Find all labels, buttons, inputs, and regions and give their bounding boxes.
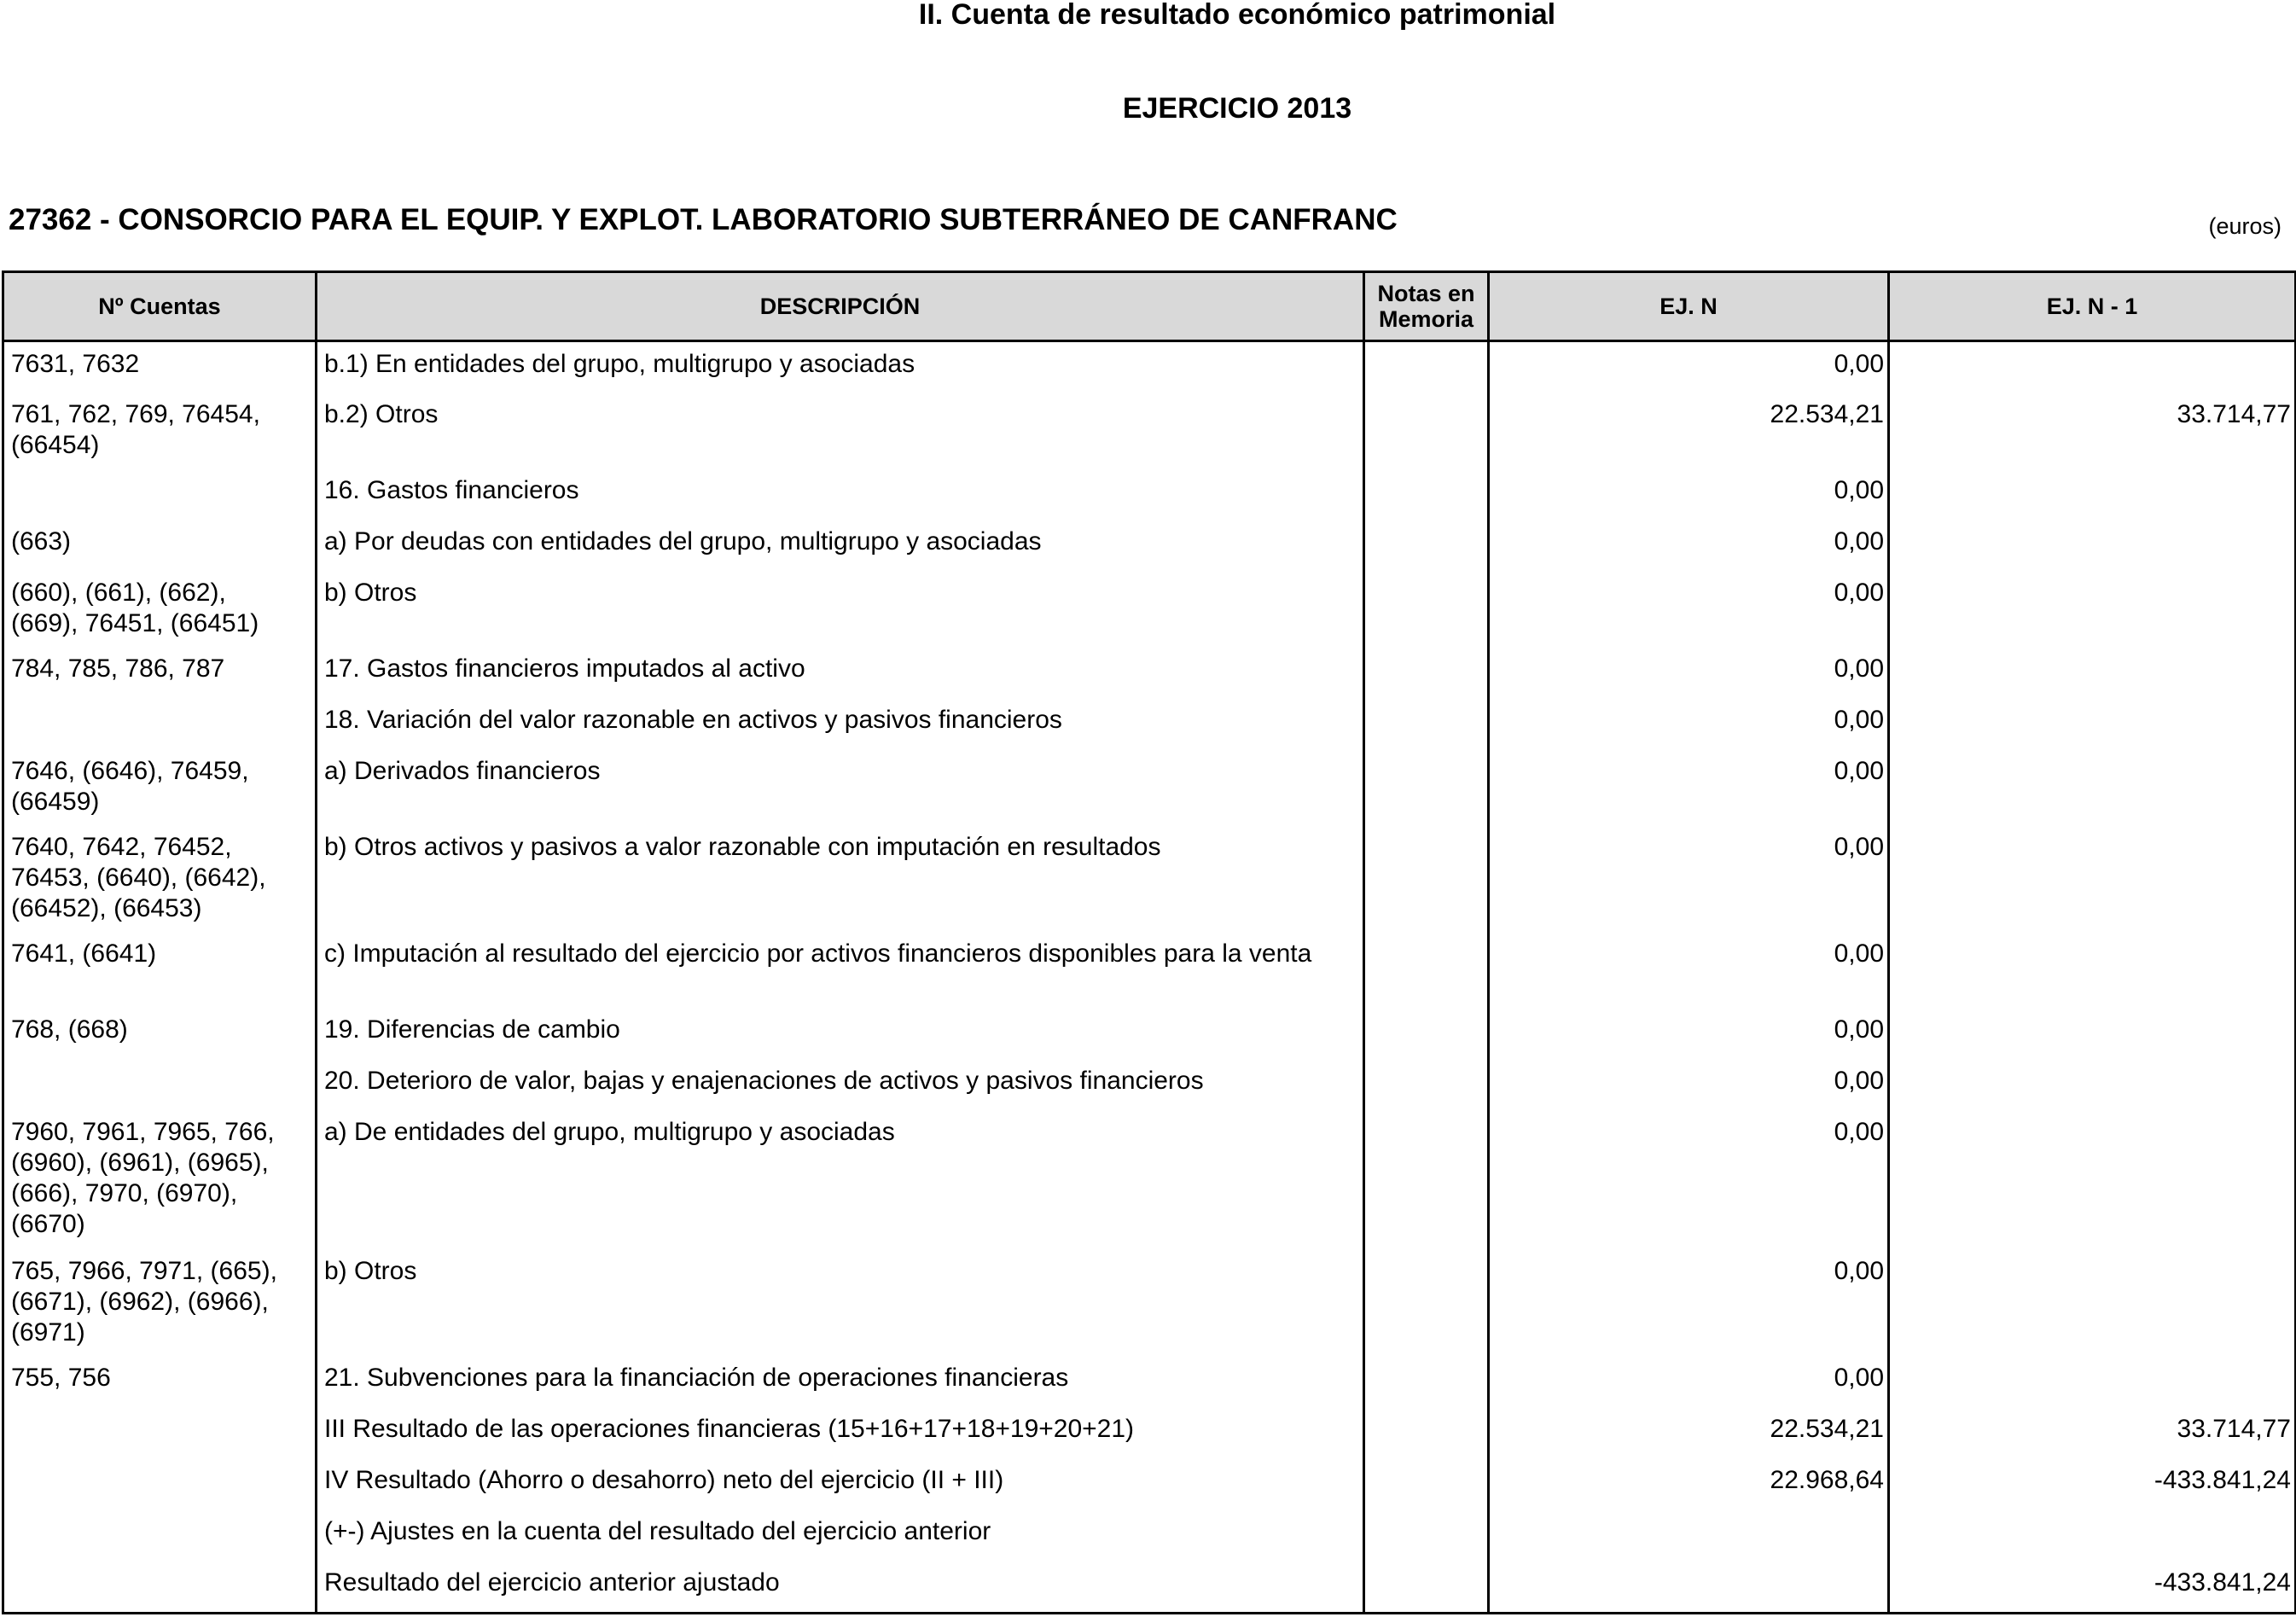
page-title: II. Cuenta de resultado económico patrimonial [918, 0, 1556, 31]
row-notes [1364, 393, 1489, 468]
row-notes [1364, 825, 1489, 932]
row-current-value: 0,00 [1489, 647, 1889, 698]
table-row [3, 1509, 2296, 1561]
table-row [3, 932, 2296, 1008]
row-current-value: 22.534,21 [1489, 1407, 1889, 1458]
row-current-value: 0,00 [1489, 825, 1889, 932]
row-description: b) Otros [317, 1249, 1364, 1356]
row-notes [1364, 1407, 1489, 1458]
row-accounts: (663) [3, 520, 317, 571]
row-notes [1364, 1059, 1489, 1110]
row-previous-value [1889, 341, 2296, 393]
table-row [3, 1059, 2296, 1110]
row-accounts: 768, (668) [3, 1008, 317, 1059]
row-notes [1364, 932, 1489, 1008]
row-previous-value: 33.714,77 [1889, 1407, 2296, 1458]
row-previous-value [1889, 647, 2296, 698]
row-current-value: 0,00 [1489, 1249, 1889, 1356]
row-previous-value: -433.841,24 [1889, 1458, 2296, 1509]
table-row [3, 1407, 2296, 1458]
row-accounts [3, 468, 317, 520]
column-header-description: DESCRIPCIÓN [317, 272, 1364, 341]
row-current-value [1489, 1561, 1889, 1614]
row-current-value: 22.968,64 [1489, 1458, 1889, 1509]
row-previous-value [1889, 1008, 2296, 1059]
table-row [3, 1110, 2296, 1249]
row-current-value: 0,00 [1489, 520, 1889, 571]
row-description: b.1) En entidades del grupo, multigrupo y asociadas [317, 341, 1364, 393]
row-current-value: 0,00 [1489, 1059, 1889, 1110]
row-notes [1364, 1356, 1489, 1407]
row-previous-value [1889, 1110, 2296, 1249]
row-current-value: 0,00 [1489, 1356, 1889, 1407]
table-body [3, 341, 2296, 1614]
table-row [3, 825, 2296, 932]
row-current-value: 0,00 [1489, 698, 1889, 749]
table-row [3, 520, 2296, 571]
table-row [3, 468, 2296, 520]
row-accounts: (660), (661), (662), (669), 76451, (66451) [3, 571, 317, 647]
row-description: (+-) Ajustes en la cuenta del resultado del ejercicio anterior [317, 1509, 1364, 1561]
row-previous-value [1889, 1059, 2296, 1110]
row-notes [1364, 647, 1489, 698]
row-current-value [1489, 1509, 1889, 1561]
table-row [3, 341, 2296, 393]
row-accounts [3, 1561, 317, 1614]
row-description: a) De entidades del grupo, multigrupo y asociadas [317, 1110, 1364, 1249]
row-previous-value: -433.841,24 [1889, 1561, 2296, 1614]
currency-note: (euros) [2208, 213, 2281, 239]
row-notes [1364, 698, 1489, 749]
row-previous-value [1889, 520, 2296, 571]
row-previous-value [1889, 468, 2296, 520]
row-accounts [3, 1407, 317, 1458]
row-description: 20. Deterioro de valor, bajas y enajenaciones de activos y pasivos financieros [317, 1059, 1364, 1110]
row-current-value: 0,00 [1489, 1008, 1889, 1059]
exercise-title: EJERCICIO 2013 [1122, 92, 1352, 125]
row-current-value: 0,00 [1489, 571, 1889, 647]
row-description: b.2) Otros [317, 393, 1364, 468]
row-notes [1364, 1458, 1489, 1509]
row-previous-value [1889, 1509, 2296, 1561]
row-description: c) Imputación al resultado del ejercicio por activos financieros disponibles para la venta [317, 932, 1364, 1008]
row-notes [1364, 341, 1489, 393]
row-previous-value [1889, 1356, 2296, 1407]
table-row [3, 571, 2296, 647]
row-accounts [3, 698, 317, 749]
row-accounts: 7640, 7642, 76452, 76453, (6640), (6642), (66452), (66453) [3, 825, 317, 932]
row-current-value: 22.534,21 [1489, 393, 1889, 468]
table-row [3, 1249, 2296, 1356]
income-statement-table [2, 270, 2296, 1614]
table-row [3, 1458, 2296, 1509]
column-header-current-year: EJ. N [1489, 272, 1889, 341]
table-header-row [3, 272, 2296, 341]
row-previous-value [1889, 698, 2296, 749]
row-notes [1364, 520, 1489, 571]
row-previous-value [1889, 571, 2296, 647]
row-accounts [3, 1509, 317, 1561]
row-description: a) Derivados financieros [317, 749, 1364, 825]
row-description: 21. Subvenciones para la financiación de operaciones financieras [317, 1356, 1364, 1407]
row-notes [1364, 1249, 1489, 1356]
row-accounts: 7631, 7632 [3, 341, 317, 393]
row-description: Resultado del ejercicio anterior ajustado [317, 1561, 1364, 1614]
entity-title: 27362 - CONSORCIO PARA EL EQUIP. Y EXPLOT. LABORATORIO SUBTERRÁNEO DE CANFRANC [9, 203, 1398, 236]
table-row [3, 1356, 2296, 1407]
row-accounts: 784, 785, 786, 787 [3, 647, 317, 698]
row-notes [1364, 1509, 1489, 1561]
table-row [3, 1561, 2296, 1614]
row-accounts [3, 1059, 317, 1110]
row-description: b) Otros [317, 571, 1364, 647]
row-description: IV Resultado (Ahorro o desahorro) neto del ejercicio (II + III) [317, 1458, 1364, 1509]
row-accounts: 761, 762, 769, 76454, (66454) [3, 393, 317, 468]
row-notes [1364, 749, 1489, 825]
row-notes [1364, 1008, 1489, 1059]
column-header-notes: Notas en Memoria [1364, 272, 1489, 341]
row-description: b) Otros activos y pasivos a valor razonable con imputación en resultados [317, 825, 1364, 932]
row-accounts: 7960, 7961, 7965, 766, (6960), (6961), (6965), (666), 7970, (6970), (6670) [3, 1110, 317, 1249]
table-row [3, 1008, 2296, 1059]
row-notes [1364, 468, 1489, 520]
row-current-value: 0,00 [1489, 932, 1889, 1008]
row-current-value: 0,00 [1489, 749, 1889, 825]
row-current-value: 0,00 [1489, 468, 1889, 520]
row-description: 17. Gastos financieros imputados al activo [317, 647, 1364, 698]
column-header-accounts: Nº Cuentas [3, 272, 317, 341]
row-accounts: 7646, (6646), 76459, (66459) [3, 749, 317, 825]
row-previous-value [1889, 825, 2296, 932]
table-row [3, 749, 2296, 825]
row-notes [1364, 1110, 1489, 1249]
row-description: 16. Gastos financieros [317, 468, 1364, 520]
row-description: 19. Diferencias de cambio [317, 1008, 1364, 1059]
table-row [3, 647, 2296, 698]
row-current-value: 0,00 [1489, 341, 1889, 393]
row-accounts [3, 1458, 317, 1509]
row-notes [1364, 571, 1489, 647]
row-previous-value [1889, 749, 2296, 825]
row-accounts: 755, 756 [3, 1356, 317, 1407]
row-accounts: 7641, (6641) [3, 932, 317, 1008]
table-row [3, 698, 2296, 749]
row-current-value: 0,00 [1489, 1110, 1889, 1249]
column-header-previous-year: EJ. N - 1 [1889, 272, 2296, 341]
row-accounts: 765, 7966, 7971, (665), (6671), (6962), (6966), (6971) [3, 1249, 317, 1356]
row-previous-value: 33.714,77 [1889, 393, 2296, 468]
row-description: III Resultado de las operaciones financieras (15+16+17+18+19+20+21) [317, 1407, 1364, 1458]
row-notes [1364, 1561, 1489, 1614]
row-description: a) Por deudas con entidades del grupo, multigrupo y asociadas [317, 520, 1364, 571]
row-description: 18. Variación del valor razonable en activos y pasivos financieros [317, 698, 1364, 749]
table-row [3, 393, 2296, 468]
row-previous-value [1889, 1249, 2296, 1356]
row-previous-value [1889, 932, 2296, 1008]
